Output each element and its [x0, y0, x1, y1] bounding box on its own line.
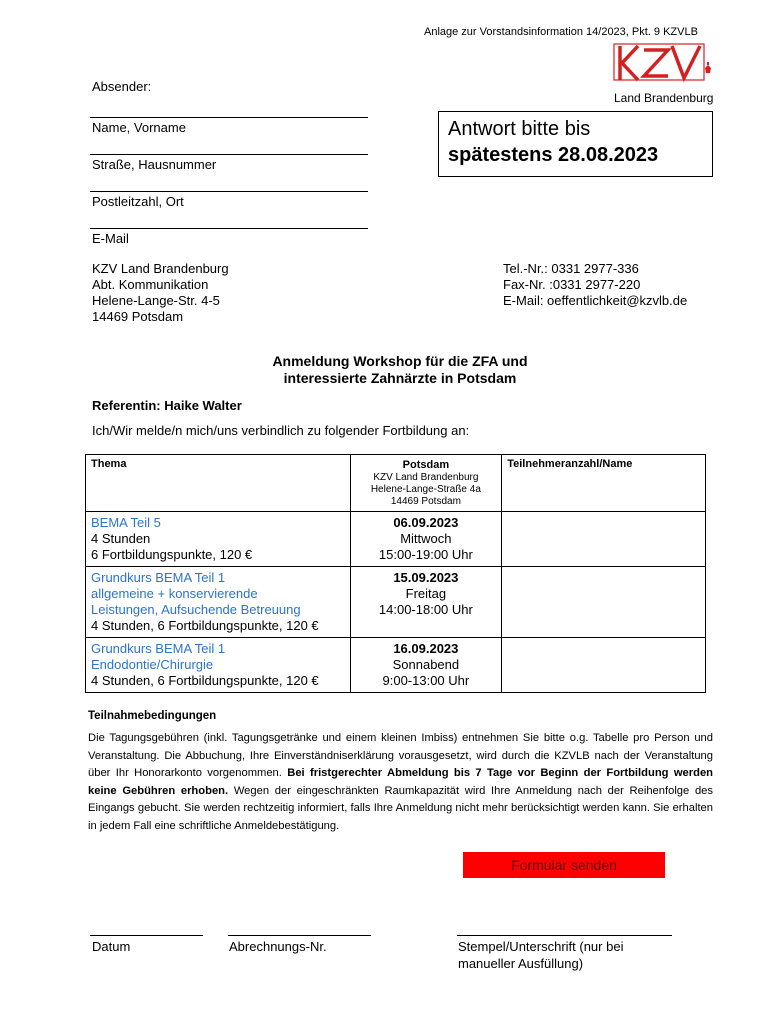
table-row [86, 638, 706, 693]
conditions-bold: Bei fristgerechter Abmeldung bis 7 Tage vor Beginn der Fortbildung werden keine Gebühren erhoben. [88, 767, 713, 797]
recipient-line: KZV Land Brandenburg [92, 261, 229, 276]
conditions-title: Teilnahmebedingungen [88, 710, 217, 722]
row-schedule [350, 512, 502, 567]
annex-reference: Anlage zur Vorstandsinformation 14/2023, Pkt. 9 KZVLB [424, 26, 698, 38]
header-location [350, 455, 502, 512]
course-detail: 6 Fortbildungspunkte, 120 € [91, 547, 253, 562]
stamp-label-line1: Stempel/Unterschrift (nur bei [458, 939, 624, 954]
contact-email[interactable]: E-Mail: oeffentlichkeit@kzvlb.de [503, 293, 688, 308]
street-field-line[interactable] [90, 154, 368, 155]
course-title: allgemeine + konservierende [91, 586, 258, 601]
row-topic [86, 638, 351, 693]
conditions-part1: Die Tagungsgebühren (inkl. Tagungsgetränke und einem kleinen Imbiss) entnehmen Sie bitte o.g. Tabelle pro Person und Veranstaltung. Die Abbuchung, Ihre Einverständniserklärung vorausgesetzt, wird durch die KZVLB nach der Veranstaltung über Ihr Honorarkonto vorgenommen. [88, 732, 713, 779]
course-time: 9:00-13:00 Uhr [382, 673, 470, 688]
logo-subtitle: Land Brandenburg [614, 91, 714, 105]
course-date: 06.09.2023 [393, 515, 459, 530]
kzv-logo [612, 42, 716, 105]
title-line1: Anmeldung Workshop für die ZFA und [272, 353, 528, 369]
participants-input-cell[interactable] [502, 638, 706, 693]
row-topic [86, 512, 351, 567]
participants-input-cell[interactable] [502, 567, 706, 638]
header-location-label: Potsdam [402, 459, 450, 471]
intro-text: Ich/Wir melde/n mich/uns verbindlich zu folgender Fortbildung an: [92, 423, 470, 438]
course-day: Sonnabend [392, 657, 460, 672]
submit-form-button[interactable]: Formular senden [463, 852, 665, 878]
header-topic [86, 455, 351, 512]
recipient-line: Helene-Lange-Str. 4-5 [92, 293, 220, 308]
email-field-line[interactable] [90, 228, 368, 229]
billing-number-label: Abrechnungs-Nr. [229, 939, 327, 954]
date-signature-line[interactable] [90, 935, 203, 936]
name-field-line[interactable] [90, 117, 368, 118]
title-line2: interessierte Zahnärzte in Potsdam [283, 370, 517, 386]
course-date: 16.09.2023 [393, 641, 459, 656]
city-field-label: Postleitzahl, Ort [92, 194, 184, 209]
course-date: 15.09.2023 [393, 570, 459, 585]
street-field-label: Straße, Hausnummer [92, 157, 217, 172]
stamp-signature-line[interactable] [457, 935, 672, 936]
speaker: Referentin: Haike Walter [92, 398, 242, 413]
email-field-label: E-Mail [92, 231, 129, 246]
contact-fax: Fax-Nr. :0331 2977-220 [503, 277, 641, 292]
header-location-sub: 14469 Potsdam [390, 496, 461, 507]
course-day: Freitag [405, 586, 447, 601]
stamp-label-line2: manueller Ausfüllung) [458, 956, 584, 971]
date-label: Datum [92, 939, 131, 954]
header-participants [502, 455, 706, 512]
city-field-line[interactable] [90, 191, 368, 192]
contact-phone: Tel.-Nr.: 0331 2977-336 [503, 261, 639, 276]
course-title: Leistungen, Aufsuchende Betreuung [91, 602, 301, 617]
header-topic-label: Thema [91, 458, 127, 470]
kzv-logo-mark [612, 42, 716, 86]
recipient-line: Abt. Kommunikation [92, 277, 209, 292]
conditions-text [88, 730, 713, 835]
course-table [85, 454, 706, 693]
course-title: BEMA Teil 5 [91, 515, 161, 530]
row-schedule [350, 638, 502, 693]
course-title: Grundkurs BEMA Teil 1 [91, 641, 226, 656]
table-header-row [86, 455, 706, 512]
deadline-line1: Antwort bitte bis [448, 118, 591, 140]
course-detail: 4 Stunden [91, 531, 151, 546]
header-participants-label: Teilnehmeranzahl/Name [507, 458, 633, 470]
course-time: 14:00-18:00 Uhr [378, 602, 473, 617]
course-title: Grundkurs BEMA Teil 1 [91, 570, 226, 585]
course-day: Mittwoch [400, 531, 452, 546]
course-time: 15:00-19:00 Uhr [378, 547, 473, 562]
course-title: Endodontie/Chirurgie [91, 657, 214, 672]
recipient-address [92, 261, 229, 325]
name-field-label: Name, Vorname [92, 120, 186, 135]
row-topic [86, 567, 351, 638]
workshop-title [90, 353, 710, 387]
billing-number-line[interactable] [228, 935, 371, 936]
table-row [86, 567, 706, 638]
header-location-sub: Helene-Lange-Straße 4a [370, 484, 481, 495]
participants-input-cell[interactable] [502, 512, 706, 567]
deadline-line2: spätestens 28.08.2023 [448, 144, 659, 166]
course-detail: 4 Stunden, 6 Fortbildungspunkte, 120 € [91, 618, 319, 633]
row-schedule [350, 567, 502, 638]
sender-label: Absender: [92, 79, 152, 94]
table-row [86, 512, 706, 567]
course-detail: 4 Stunden, 6 Fortbildungspunkte, 120 € [91, 673, 319, 688]
conditions-part2: Wegen der eingeschränkten Raumkapazität wird Ihre Anmeldung nach der Reihenfolge des Eingangs gebucht. Sie werden rechtzeitig informiert, falls Ihre Anmeldung nicht mehr berücksichtigt werden kann. Sie erhalten in jedem Fall eine schriftliche Anmeldebestätigung. [88, 784, 714, 832]
contact-info [503, 261, 687, 309]
header-location-sub: KZV Land Brandenburg [373, 472, 479, 483]
recipient-line: 14469 Potsdam [92, 309, 184, 324]
stamp-signature-label [458, 938, 623, 972]
